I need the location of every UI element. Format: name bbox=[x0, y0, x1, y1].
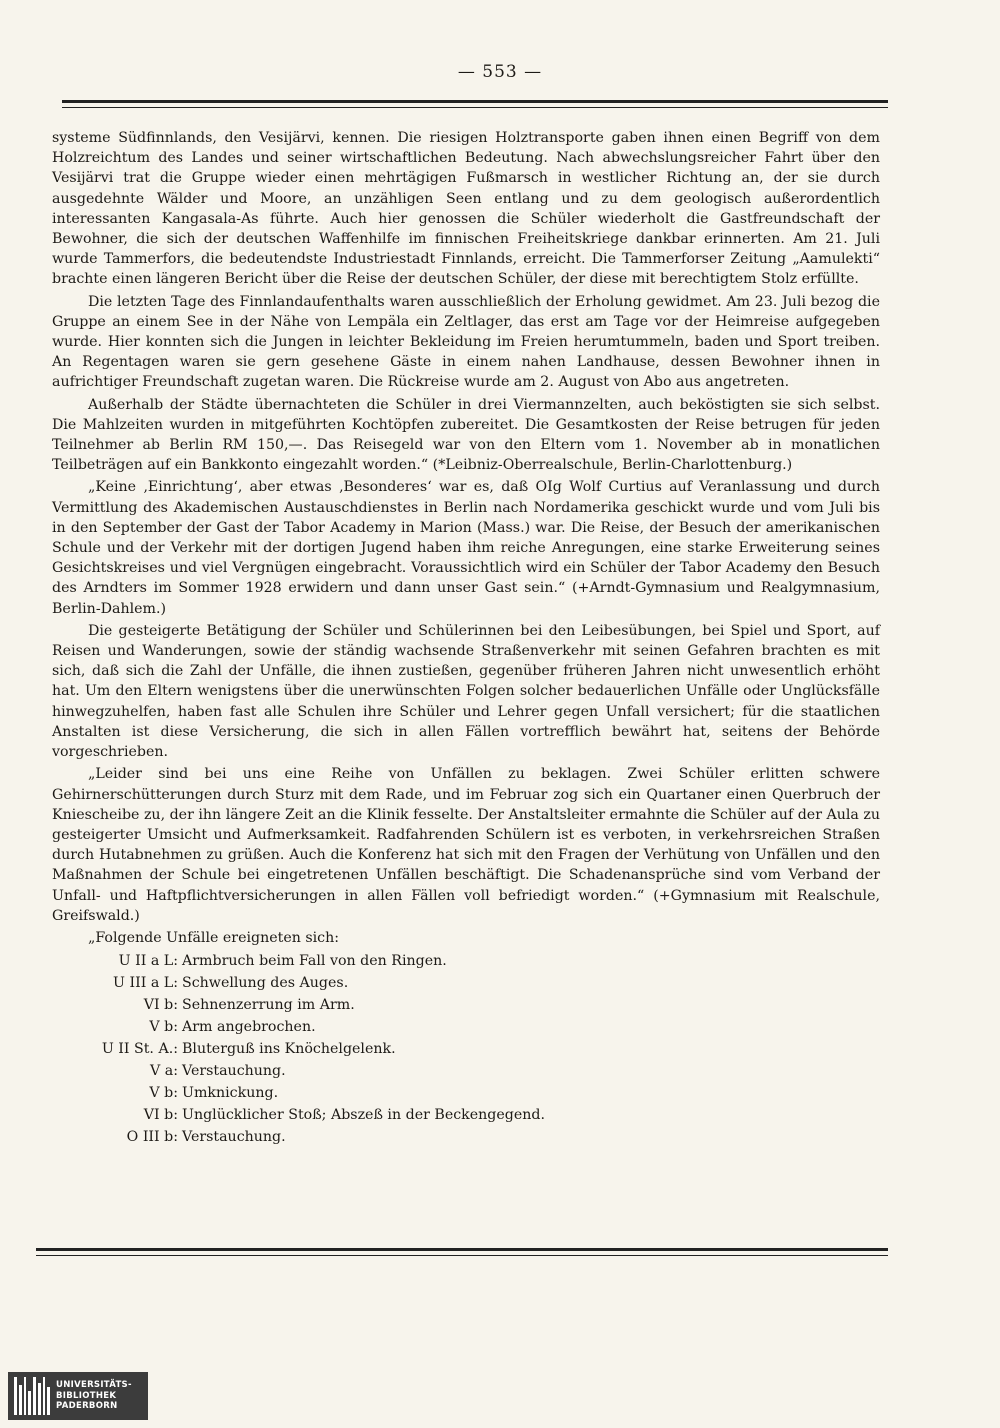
accident-description: Unglücklicher Stoß; Abszeß in der Beckengegend. bbox=[182, 1107, 545, 1124]
accident-class: V b: bbox=[149, 1085, 178, 1102]
library-logo-text bbox=[56, 1380, 132, 1412]
accident-description: Umknickung. bbox=[182, 1085, 279, 1102]
paragraph: Die gesteigerte Betätigung der Schüler und Schülerinnen bei den Leibesübungen, bei Spiel und Sport, auf Reisen und Wanderungen, sowie der ständig wachsende Straßenverkehr mit seinen Gefahren brachten es mit sich, daß sich die Zahl der Unfälle, die ihnen zustießen, gegenüber früheren Jahren nicht unwesentlich erhöht hat. Um den Eltern wenigstens über die unerwünschten Folgen solcher bedauerlichen Unfälle oder Unglücksfälle hinwegzuhelfen, haben fast alle Schulen ihre Schüler und Lehrer gegen Unfall versichert; für die staatlichen Anstalten ist diese Versicherung, die sich in allen Fällen vortrefflich bewährt hat, seitens der Behörde vorgeschrieben. bbox=[52, 622, 880, 761]
list-item bbox=[52, 1038, 880, 1060]
list-item bbox=[52, 1082, 880, 1104]
paragraph: systeme Südfinnlands, den Vesijärvi, kennen. Die riesigen Holztransporte gaben ihnen einen Begriff von dem Holzreichtum des Landes und seiner wirtschaftlichen Bedeutung. Nach abwechslungsreicher Fahrt über den Vesijärvi trat die Gruppe wieder einen mehrtägigen Fußmarsch in westlicher Richtung an, der sie durch ausgedehnte Wälder und Moore, an unzähligen Seen entlang und zu dem geologisch außerordentlich interessanten Kangasala-As führte. Auch hier genossen die Schüler wiederholt die Gastfreundschaft der Bewohner, die sich der deutschen Waffenhilfe im finnischen Freiheitskriege dankbar erinnerten. Am 21. Juli wurde Tammerfors, die bedeutendste Industriestadt Finnlands, erreicht. Die Tammerforser Zeitung „Aamulekti“ brachte einen längeren Bericht über die Reise der deutschen Schüler, der diese mit berechtigtem Stolz erfüllte. bbox=[52, 130, 880, 288]
list-item bbox=[52, 1104, 880, 1126]
paragraph: „Leider sind bei uns eine Reihe von Unfällen zu beklagen. Zwei Schüler erlitten schwere Gehirnerschütterungen durch Sturz mit dem Rade, und im Februar zog sich ein Quartaner einen Querbruch der Kniescheibe zu, der ihn längere Zeit an die Klinik fesselte. Der Anstaltsleiter ermahnte die Schüler auf der Aula zu gesteigerter Umsicht und Aufmerksamkeit. Radfahrenden Schülern ist es verboten, in verkehrsreichen Straßen durch Hutabnehmen zu grüßen. Auch die Konferenz hat sich mit den Fragen der Verhütung von Unfällen und den Maßnahmen der Schule bei eingetretenen Unfällen beschäftigt. Die Schadenansprüche sind vom Verband der Unfall- und Haftpflichtversicherungen in allen Fällen voll befriedigt worden.“ (+Gymnasium mit Realschule, Greifswald.) bbox=[52, 766, 880, 924]
page-number: — 553 — bbox=[457, 62, 543, 82]
accident-class: VI b: bbox=[143, 997, 178, 1014]
accident-description: Verstauchung. bbox=[182, 1063, 286, 1080]
paragraph: „Folgende Unfälle ereigneten sich: bbox=[88, 929, 340, 946]
list-item bbox=[52, 1126, 880, 1148]
accident-description: Armbruch beim Fall von den Ringen. bbox=[182, 953, 447, 970]
logo-line: PADERBORN bbox=[56, 1401, 118, 1412]
library-logo bbox=[8, 1372, 148, 1420]
accident-class: U II St. A.: bbox=[101, 1041, 178, 1058]
accident-class: U III a L: bbox=[113, 975, 178, 992]
accident-class: VI b: bbox=[143, 1107, 178, 1124]
body-text bbox=[52, 128, 880, 1148]
accident-class: V a: bbox=[150, 1063, 178, 1080]
accident-description: Sehnenzerrung im Arm. bbox=[182, 997, 355, 1014]
paragraph: Die letzten Tage des Finnlandaufenthalts waren ausschließlich der Erholung gewidmet. Am 23. Juli bezog die Gruppe an einem See in der Nähe von Lempäla ein Zeltlager, das erst am Tage vor der Heimreise aufgegeben wurde. Hier konnten sich die Jungen in leichter Bekleidung im Freien herumtummeln, baden und Sport treiben. An Regentagen waren sie gern gesehene Gäste in einem nahen Landhause, dessen Bewohner ihnen in aufrichtiger Freundschaft zugetan waren. Die Rückreise wurde am 2. August von Abo aus angetreten. bbox=[52, 293, 880, 391]
library-logo-icon bbox=[14, 1377, 50, 1415]
list-item bbox=[52, 950, 880, 972]
accident-description: Schwellung des Auges. bbox=[182, 975, 349, 992]
accident-list bbox=[52, 950, 880, 1148]
accident-description: Verstauchung. bbox=[182, 1129, 286, 1146]
list-item bbox=[52, 1060, 880, 1082]
header-rule bbox=[62, 100, 888, 108]
list-item bbox=[52, 994, 880, 1016]
list-item bbox=[52, 972, 880, 994]
accident-description: Bluterguß ins Knöchelgelenk. bbox=[182, 1041, 396, 1058]
accident-class: U II a L: bbox=[118, 953, 178, 970]
accident-class: V b: bbox=[149, 1019, 178, 1036]
accident-description: Arm angebrochen. bbox=[182, 1019, 316, 1036]
list-item bbox=[52, 1016, 880, 1038]
paragraph: Außerhalb der Städte übernachteten die Schüler in drei Viermannzelten, auch beköstigten sie sich selbst. Die Mahlzeiten wurden in mitgeführten Kochtöpfen zubereitet. Die Gesamtkosten der Reise betrugen für jeden Teilnehmer ab Berlin RM 150,—. Das Reisegeld war von den Eltern vom 1. November ab in monatlichen Teilbeträgen auf ein Bankkonto eingezahlt worden.“ (*Leibniz-Oberrealschule, Berlin-Charlottenburg.) bbox=[52, 396, 880, 474]
logo-line: UNIVERSITÄTS- bbox=[56, 1380, 132, 1391]
footer-rule bbox=[36, 1248, 888, 1256]
accident-class: O III b: bbox=[126, 1129, 178, 1146]
paragraph: „Keine ‚Einrichtung‘, aber etwas ‚Besonderes‘ war es, daß OIg Wolf Curtius auf Veranlassung und durch Vermittlung des Akademischen Austauschdienstes in Berlin nach Nordamerika geschickt wurde und vom Juli bis in den September der Gast der Tabor Academy in Marion (Mass.) war. Die Reise, der Besuch der amerikanischen Schule und der Verkehr mit der dortigen Jugend haben ihm reiche Anregungen, eine starke Erweiterung seines Gesichtskreises und viel Vergnügen eingebracht. Voraussichtlich wird ein Schüler der Tabor Academy den Besuch des Arndters im Sommer 1928 erwidern und dann unser Gast sein.“ (+Arndt-Gymnasium und Realgymnasium, Berlin-Dahlem.) bbox=[52, 479, 880, 617]
logo-line: BIBLIOTHEK bbox=[56, 1390, 117, 1401]
